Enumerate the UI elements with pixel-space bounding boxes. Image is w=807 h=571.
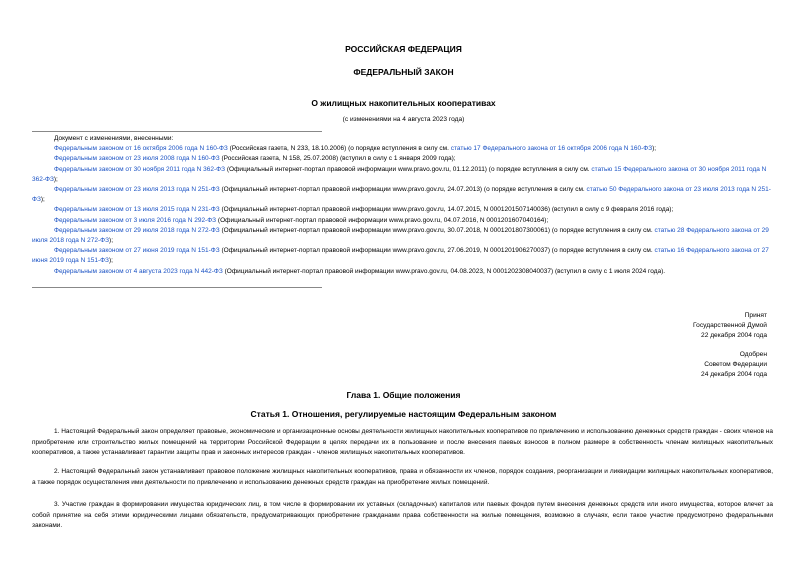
amendment-article-link[interactable]: статью 50 Федерального закона от 23 июля 2013 года N 251-ФЗ <box>32 186 771 204</box>
amendment-item <box>32 185 773 205</box>
amendment-law-link[interactable]: Федеральным законом от 23 июля 2013 года N 251-ФЗ <box>54 186 220 194</box>
amendment-tail-text: ); <box>53 175 58 183</box>
amendment-tail-text: ); <box>108 257 113 265</box>
paragraph-3 <box>32 500 773 532</box>
council-line-2: Советом Федерации <box>704 361 767 368</box>
duma-line-3: 22 декабря 2004 года <box>701 332 767 339</box>
amendment-item <box>32 154 773 164</box>
article-heading: Статья 1. Отношения, регулируемые настоящим Федеральным законом <box>250 409 557 419</box>
amendment-item <box>32 246 773 266</box>
paragraph-3-text: 3. Участие граждан в формировании имущества юридических лиц, в том числе в формировании их уставных (складочных) капиталов или паевых фондов путем внесения денежных средств или иного имущества, которое влечет за собой принятие на себя этими юридическими лицами обязательств, предусматривающих приобретение гражданами права собственности на жилые помещения, возможно в случаях, если такое участие предусмотрено федеральными законами. <box>32 501 773 529</box>
edition-note: (с изменениями на 4 августа 2023 года) <box>342 116 465 123</box>
amendment-article-link[interactable]: статью 28 Федерального закона от 29 июля 2018 года N 272-ФЗ <box>32 226 769 245</box>
law-type-heading: ФЕДЕРАЛЬНЫЙ ЗАКОН <box>353 67 454 77</box>
amendment-tail-text: ); <box>40 196 45 204</box>
amendment-law-link[interactable]: Федеральным законом от 16 октября 2006 года N 160-ФЗ <box>54 145 228 153</box>
paragraph-2-text: 2. Настоящий Федеральный закон устанавливает правовое положение жилищных накопительных кооперативов, права и обязанности их членов, порядок создания, реорганизации и ликвидации жилищных накопительных кооперативов, а также порядок осуществления ими деятельности по привлечению и использованию денежных средств граждан на приобретение жилых помещений. <box>32 468 773 486</box>
amendment-item <box>32 267 773 277</box>
amendments-list <box>32 144 773 277</box>
amendment-law-link[interactable]: Федеральным законом от 29 июля 2018 года N 272-ФЗ <box>54 226 220 234</box>
chapter-heading: Глава 1. Общие положения <box>346 390 461 400</box>
country-heading: РОССИЙСКАЯ ФЕДЕРАЦИЯ <box>345 44 462 54</box>
paragraph-1 <box>32 427 773 459</box>
amendment-item <box>32 226 773 246</box>
amendment-law-link[interactable]: Федеральным законом от 23 июля 2008 года N 160-ФЗ <box>54 155 220 163</box>
paragraph-2 <box>32 467 773 488</box>
amendment-item <box>32 165 773 185</box>
amendments-block <box>32 134 773 277</box>
amendment-item <box>32 216 773 226</box>
council-approval <box>701 350 767 380</box>
duma-line-2: Государственной Думой <box>693 322 767 329</box>
paragraph-1-text: 1. Настоящий Федеральный закон определяет правовые, экономические и организационные основы деятельности жилищных накопительных кооперативов по привлечению и использованию денежных средств граждан - своих членов на приобретение или строительство жилых помещений на территории Российской Федерации в целях передачи их в пользование и после внесения паевых взносов в полном размере в собственность членам жилищных накопительных кооперативов, а также устанавливает гарантии защиты прав и законных интересов граждан - членов жилищных накопительных кооперативов. <box>32 428 773 456</box>
amendment-source-text: (Официальный интернет-портал правовой информации www.pravo.gov.ru, 27.06.2019, N 0001201906270037) (о порядке вступления в силу см. <box>219 247 655 255</box>
amendment-article-link[interactable]: статью 17 Федерального закона от 16 октября 2006 года N 160-ФЗ <box>450 145 653 153</box>
amendment-item <box>32 205 773 215</box>
amendment-source-text: (Официальный интернет-портал правовой информации www.pravo.gov.ru, 01.12.2011) (о порядке вступления в силу см. <box>225 165 592 173</box>
council-line-1: Одобрен <box>739 351 767 358</box>
amendment-source-text: (Официальный интернет-портал правовой информации www.pravo.gov.ru, 04.08.2023, N 0001202308040037) (вступил в силу с 1 июля 2024 года). <box>222 267 666 275</box>
amendment-source-text: (Официальный интернет-портал правовой информации www.pravo.gov.ru, 04.07.2016, N 0001201607040164); <box>216 216 549 224</box>
amendment-law-link[interactable]: Федеральным законом от 30 ноября 2011 года N 362-ФЗ <box>54 165 226 173</box>
document-title: О жилищных накопительных кооперативах <box>311 98 496 108</box>
duma-adoption <box>693 311 767 341</box>
amendment-article-link[interactable]: статью 15 Федерального закона от 30 ноября 2011 года N 362-ФЗ <box>32 165 767 183</box>
amendment-law-link[interactable]: Федеральным законом от 3 июля 2016 года N 292-ФЗ <box>54 216 217 224</box>
bottom-divider <box>32 287 322 288</box>
amendment-law-link[interactable]: Федеральным законом от 13 июля 2015 года N 231-ФЗ <box>54 206 220 214</box>
top-divider <box>32 131 322 132</box>
amendment-source-text: (Официальный интернет-портал правовой информации www.pravo.gov.ru, 14.07.2015, N 0001201507140036) (вступил в силу с 9 февраля 2016 года); <box>219 206 674 214</box>
council-line-3: 24 декабря 2004 года <box>701 371 767 378</box>
amendment-law-link[interactable]: Федеральным законом от 4 августа 2023 года N 442-ФЗ <box>54 267 223 275</box>
amendment-source-text: (Официальный интернет-портал правовой информации www.pravo.gov.ru, 24.07.2013) (о порядке вступления в силу см. <box>219 186 587 194</box>
amendments-intro: Документ с изменениями, внесенными: <box>54 135 174 142</box>
amendment-law-link[interactable]: Федеральным законом от 27 июня 2019 года N 151-ФЗ <box>54 247 220 255</box>
amendment-tail-text: ); <box>109 237 114 245</box>
amendment-source-text: (Российская газета, N 233, 18.10.2006) (о порядке вступления в силу см. <box>227 145 451 153</box>
amendment-tail-text: ); <box>652 145 657 153</box>
amendment-article-link[interactable]: статью 16 Федерального закона от 27 июня 2019 года N 151-ФЗ <box>32 247 769 265</box>
amendment-item <box>32 144 773 154</box>
amendment-source-text: (Российская газета, N 158, 25.07.2008) (вступил в силу с 1 января 2009 года); <box>219 155 456 163</box>
amendment-source-text: (Официальный интернет-портал правовой информации www.pravo.gov.ru, 30.07.2018, N 0001201807300061) (о порядке вступления в силу см. <box>219 226 655 234</box>
duma-line-1: Принят <box>744 312 767 319</box>
